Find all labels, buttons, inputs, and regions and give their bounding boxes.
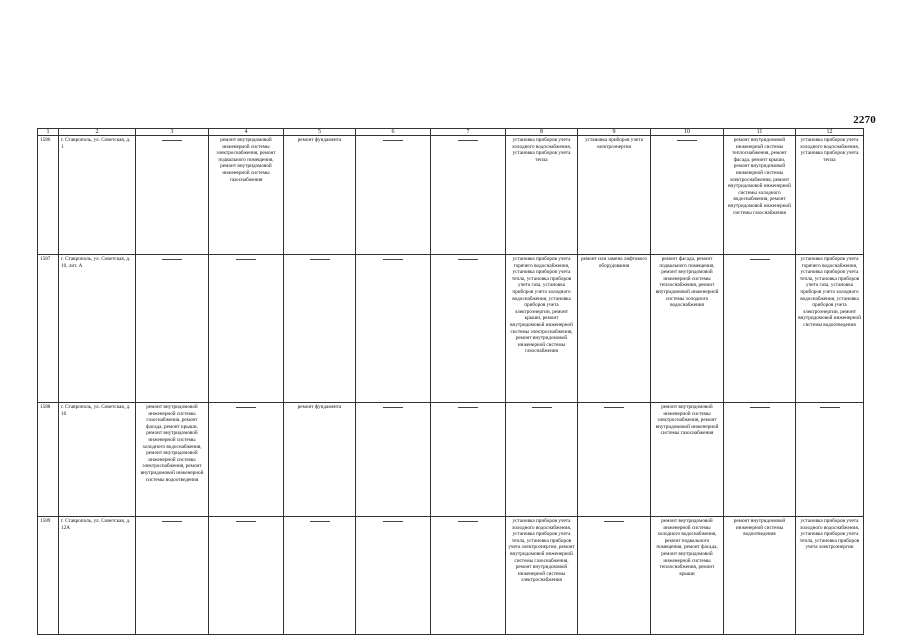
- dash-mark: [310, 521, 330, 522]
- address-cell: г. Ставрополь, ул. Советская, д. 12А: [59, 517, 136, 635]
- dash-mark: [383, 407, 403, 408]
- dash-mark: [750, 407, 770, 408]
- row-number-cell: 1587: [38, 255, 59, 403]
- column-number-row: [38, 129, 864, 136]
- empty-cell: [578, 517, 651, 635]
- work-cell: ремонт внутридомовой инженерной системы водоотведения: [724, 517, 796, 635]
- empty-cell: [431, 403, 506, 517]
- work-cell: ремонт фасада, ремонт подвального помещения, ремонт внутридомовой инженерной системы теплоснабжения, ремонт внутридомовой инженерной системы холодного водоснабжения: [651, 255, 724, 403]
- empty-cell: [431, 517, 506, 635]
- dash-mark: [383, 259, 403, 260]
- work-cell: ремонт внутридомовой инженерной системы холодного водоснабжения, ремонт подвального помещения, ремонт фасада, ремонт внутридомовой инженерной системы теплоснабжения, ремонт крыши: [651, 517, 724, 635]
- column-header: 11: [724, 129, 796, 136]
- dash-mark: [310, 259, 330, 260]
- empty-cell: [431, 136, 506, 255]
- dash-mark: [458, 140, 478, 141]
- column-header: 10: [651, 129, 724, 136]
- empty-cell: [796, 403, 864, 517]
- dash-mark: [458, 521, 478, 522]
- address-cell: г. Ставрополь, ул. Советская, д. 10: [59, 403, 136, 517]
- address-cell: г. Ставрополь, ул. Советская, д. 10, лит. А: [59, 255, 136, 403]
- empty-cell: [284, 255, 356, 403]
- column-header: 2: [59, 129, 136, 136]
- dash-mark: [162, 259, 182, 260]
- dash-mark: [750, 259, 770, 260]
- empty-cell: [356, 255, 431, 403]
- work-cell: установка приборов учета холодного водоснабжения, установка приборов учета тепла: [506, 136, 578, 255]
- dash-mark: [383, 140, 403, 141]
- empty-cell: [431, 255, 506, 403]
- dash-mark: [458, 259, 478, 260]
- dash-mark: [236, 259, 256, 260]
- work-cell: ремонт фундамента: [284, 403, 356, 517]
- empty-cell: [724, 255, 796, 403]
- empty-cell: [651, 136, 724, 255]
- dash-mark: [162, 140, 182, 141]
- work-cell: ремонт внутридомовой инженерной системы электроснабжения, ремонт внутридомовой инженерной системы газоснабжения: [651, 403, 724, 517]
- column-header: 9: [578, 129, 651, 136]
- work-cell: установка приборов учета холодного водоснабжения, установка приборов учета тепла, установка приборов учета электроэнергии: [796, 517, 864, 635]
- column-header: 5: [284, 129, 356, 136]
- work-cell: ремонт внутридомовой инженерной системы теплоснабжения, ремонт фасада, ремонт крыши, ремонт внутридомовой инженерной системы электроснабжения, ремонт внутридомовой инженерной системы холодного водоснабжения, ремонт внутридомовой инженерной системы газоснабжения: [724, 136, 796, 255]
- column-header: 6: [356, 129, 431, 136]
- work-cell: установка приборов учета холодного водоснабжения, установка приборов учета тепла: [796, 136, 864, 255]
- dash-mark: [162, 521, 182, 522]
- dash-mark: [820, 407, 840, 408]
- table-row: [38, 136, 864, 255]
- empty-cell: [209, 517, 284, 635]
- column-header: 8: [506, 129, 578, 136]
- empty-cell: [356, 136, 431, 255]
- work-cell: ремонт внутридомовой инженерной системы электроснабжения, ремонт подвального помещения, ремонт внутридомовой инженерной системы газоснабжения: [209, 136, 284, 255]
- dash-mark: [532, 407, 552, 408]
- empty-cell: [356, 517, 431, 635]
- dash-mark: [604, 407, 624, 408]
- empty-cell: [284, 517, 356, 635]
- column-header: 3: [136, 129, 209, 136]
- work-cell: ремонт или замена лифтового оборудования: [578, 255, 651, 403]
- column-header: 4: [209, 129, 284, 136]
- empty-cell: [724, 403, 796, 517]
- column-header: 7: [431, 129, 506, 136]
- empty-cell: [209, 255, 284, 403]
- dash-mark: [383, 521, 403, 522]
- row-number-cell: 1588: [38, 403, 59, 517]
- work-cell: ремонт внутридомовой инженерной системы газоснабжения, ремонт фасада, ремонт крыши, ремонт внутридомовой инженерной системы холодного водоснабжения, ремонт внутридомовой инженерной системы электроснабжения, ремонт внутридомовой инженерной системы водоотведения: [136, 403, 209, 517]
- table-body: [38, 136, 864, 635]
- table-row: [38, 517, 864, 635]
- dash-mark: [604, 521, 624, 522]
- work-cell: установка приборов учета холодного водоснабжения, установка приборов учета тепла, установка приборов учета электроэнергии, ремонт внутридомовой инженерной системы газоснабжения, ремонт внутридомовой инженерной системы электроснабжения: [506, 517, 578, 635]
- work-cell: установка приборов учета горячего водоснабжения, установка приборов учета тепла, установка приборов учета газа, установка приборов учета холодного водоснабжения, установка приборов учета электроэнергии, ремонт внутридомовой инженерной системы водоотведения: [796, 255, 864, 403]
- work-cell: установка приборов учета горячего водоснабжения, установка приборов учета тепла, установка приборов учета газа, установка приборов учета холодного водоснабжения, установка приборов учета электроэнергии, ремонт крыши, ремонт внутридомовой инженерной системы электроснабжения, ремонт внутридомовой инженерной системы газоснабжения: [506, 255, 578, 403]
- column-header: 12: [796, 129, 864, 136]
- dash-mark: [236, 407, 256, 408]
- address-cell: г. Ставрополь, ул. Советская, д. 1: [59, 136, 136, 255]
- column-header: 1: [38, 129, 59, 136]
- work-cell: ремонт фундамента: [284, 136, 356, 255]
- work-cell: установка приборов учета электроэнергии: [578, 136, 651, 255]
- empty-cell: [506, 403, 578, 517]
- empty-cell: [136, 517, 209, 635]
- dash-mark: [458, 407, 478, 408]
- row-number-cell: 1586: [38, 136, 59, 255]
- empty-cell: [578, 403, 651, 517]
- dash-mark: [236, 521, 256, 522]
- row-number-cell: 1589: [38, 517, 59, 635]
- table-row: [38, 403, 864, 517]
- empty-cell: [209, 403, 284, 517]
- empty-cell: [356, 403, 431, 517]
- page-number: 2270: [853, 114, 876, 126]
- empty-cell: [136, 136, 209, 255]
- capital-repair-table: [37, 128, 864, 635]
- table-row: [38, 255, 864, 403]
- empty-cell: [136, 255, 209, 403]
- dash-mark: [677, 140, 697, 141]
